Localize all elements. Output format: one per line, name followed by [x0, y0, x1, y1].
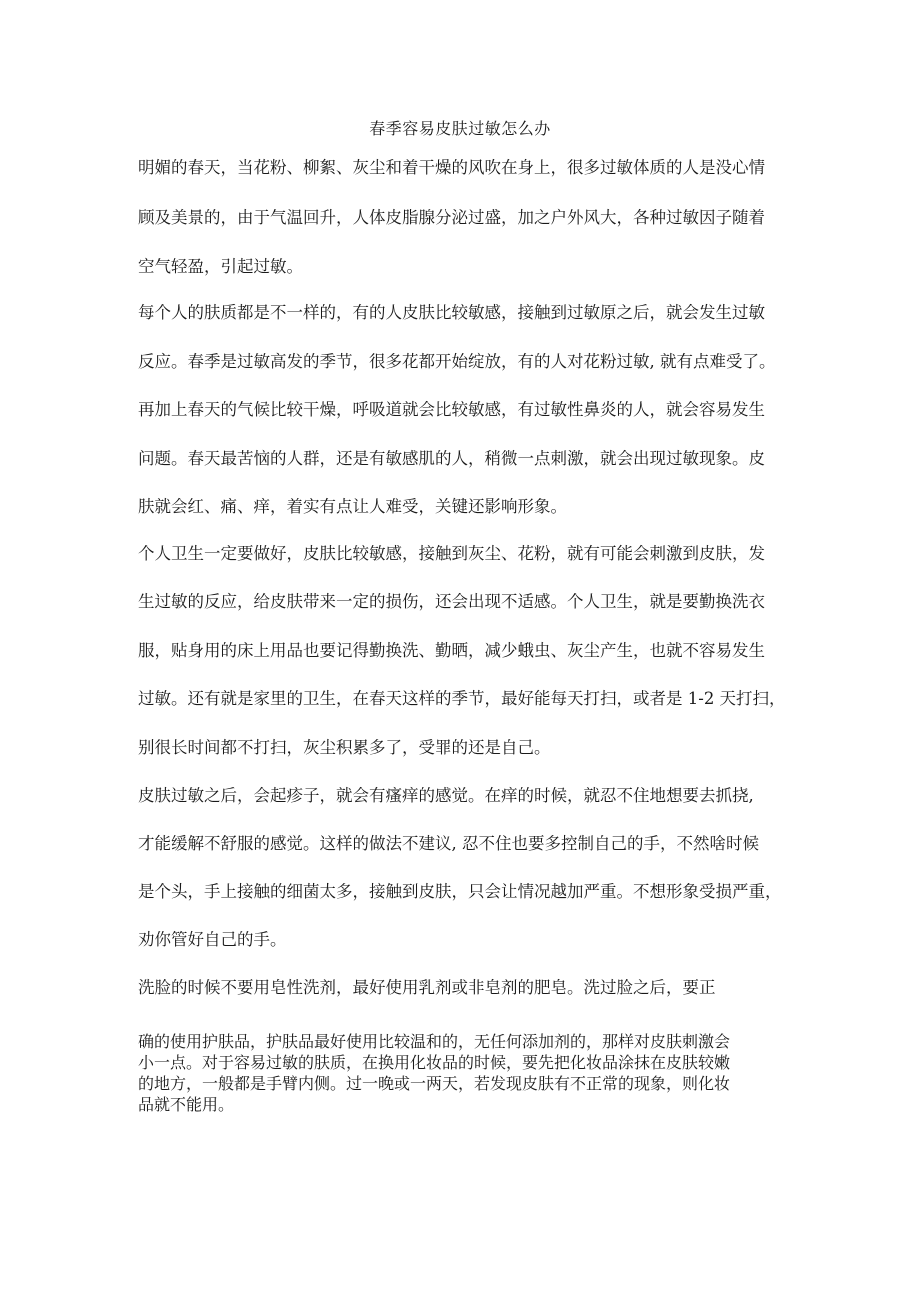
text-line: 别很长时间都不打扫，灰尘积累多了，受罪的还是自己。 [138, 738, 551, 757]
text-line: 生过敏的反应，给皮肤带来一定的损伤，还会出现不适感。个人卫生，就是要勤换洗衣 [138, 592, 765, 611]
text-line: 才能缓解不舒服的感觉。这样的做法不建议, 忍不住也要多控制自己的手，不然啥时候 [138, 834, 759, 853]
text-line: 空气轻盈，引起过敏。 [138, 257, 303, 276]
text-line: 反应。春季是过敏高发的季节，很多花都开始绽放，有的人对花粉过敏, 就有点难受了。 [138, 352, 776, 371]
text-line: 每个人的肤质都是不一样的，有的人皮肤比较敏感，接触到过敏原之后，就会发生过敏 [138, 303, 765, 322]
text-line: 个人卫生一定要做好，皮肤比较敏感，接触到灰尘、花粉，就有可能会刺激到皮肤，发 [138, 544, 765, 563]
text-line: 确的使用护肤品，护肤品最好使用比较温和的，无任何添加剂的，那样对皮肤刺激会 [138, 1032, 731, 1051]
text-line: 是个头，手上接触的细菌太多，接触到皮肤，只会让情况越加严重。不想形象受损严重， [138, 882, 782, 901]
text-line: 劝你管好自己的手。 [138, 930, 287, 949]
text-line: 顾及美景的，由于气温回升，人体皮脂腺分泌过盛，加之户外风大，各种过敏因子随着 [138, 208, 765, 227]
document-title: 春季容易皮肤过敏怎么办 [369, 119, 551, 138]
text-line: 洗脸的时候不要用皂性洗剂，最好使用乳剂或非皂剂的肥皂。洗过脸之后，要正 [138, 978, 716, 997]
text-line: 再加上春天的气候比较干燥，呼吸道就会比较敏感，有过敏性鼻炎的人，就会容易发生 [138, 400, 765, 419]
text-line: 的地方，一般都是手臂内侧。过一晚或一两天，若发现皮肤有不正常的现象，则化妆 [138, 1074, 731, 1093]
text-line: 明媚的春天，当花粉、柳絮、灰尘和着干燥的风吹在身上，很多过敏体质的人是没心情 [138, 158, 765, 177]
text-line: 小一点。对于容易过敏的肤质，在换用化妆品的时候，要先把化妆品涂抹在皮肤较嫩 [138, 1053, 731, 1072]
text-line: 问题。春天最苦恼的人群，还是有敏感肌的人，稍微一点刺激，就会出现过敏现象。皮 [138, 449, 765, 468]
text-line: 皮肤过敏之后，会起疹子，就会有瘙痒的感觉。在痒的时候，就忍不住地想要去抓挠, [138, 786, 754, 805]
text-line: 服，贴身用的床上用品也要记得勤换洗、勤晒，减少蛾虫、灰尘产生，也就不容易发生 [138, 641, 765, 660]
text-line: 品就不能用。 [138, 1095, 235, 1114]
text-line: 肤就会红、痛、痒，着实有点让人难受，关键还影响形象。 [138, 497, 567, 516]
text-line: 过敏。还有就是家里的卫生，在春天这样的季节，最好能每天打扫，或者是 1-2 天打扫， [138, 689, 786, 708]
